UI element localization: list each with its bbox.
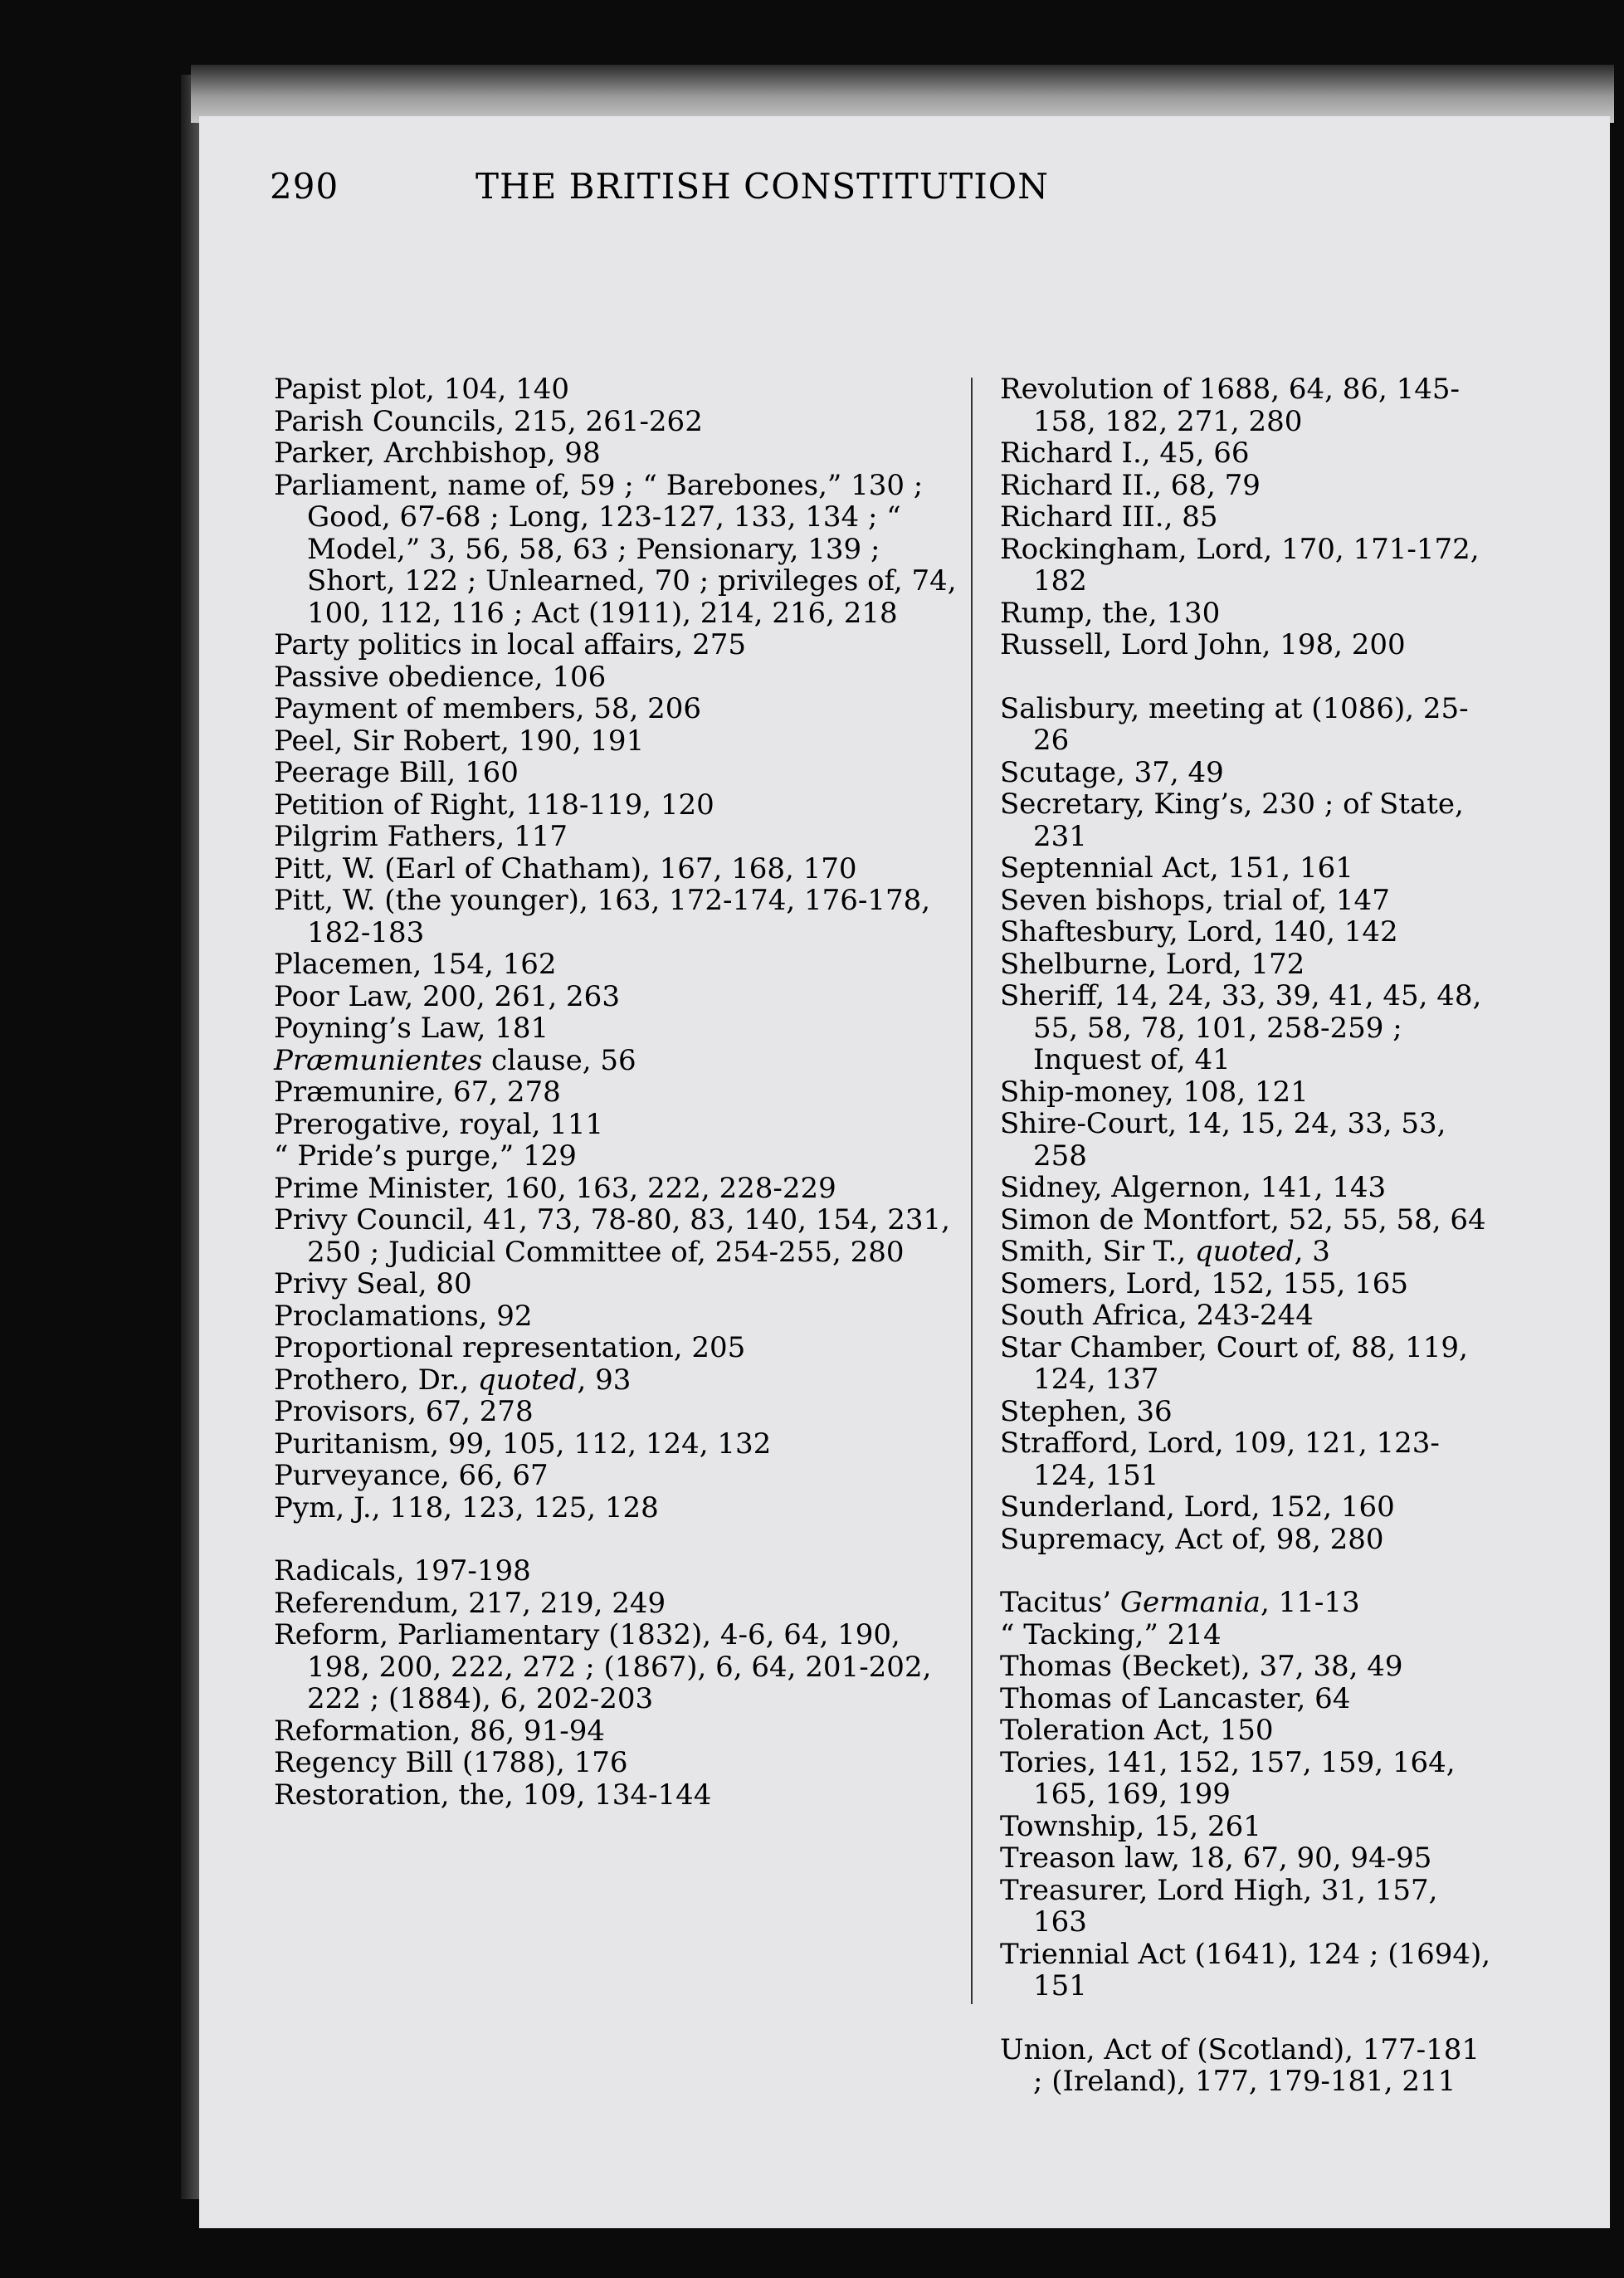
index-entry: Septennial Act, 151, 161	[1000, 851, 1353, 885]
index-entry: Township, 15, 261	[1000, 1809, 1261, 1843]
index-entry: Seven bishops, trial of, 147	[1000, 883, 1390, 917]
index-entry: Strafford, Lord, 109, 121, 123-124, 151	[1000, 1427, 1440, 1492]
index-entry: Tacitus’ Germania, 11-13	[1000, 1586, 1360, 1619]
index-entry: Peerage Bill, 160	[274, 756, 519, 789]
index-entry: “ Tacking,” 214	[1000, 1617, 1222, 1651]
index-entry: Tories, 141, 152, 157, 159, 164, 165, 169, 199	[1000, 1745, 1456, 1811]
index-column-left	[274, 373, 971, 1811]
index-entry: Ship-money, 108, 121	[1000, 1075, 1309, 1109]
index-entry: Sunderland, Lord, 152, 160	[1000, 1490, 1395, 1524]
index-entry: Shelburne, Lord, 172	[1000, 947, 1305, 981]
index-entry: Secretary, King’s, 230 ; of State, 231	[1000, 788, 1464, 853]
index-entry: Thomas (Becket), 37, 38, 49	[1000, 1650, 1403, 1683]
index-entry: Passive obedience, 106	[274, 660, 607, 694]
index-entry: Shaftesbury, Lord, 140, 142	[1000, 915, 1398, 949]
page-top-edge	[191, 65, 1614, 123]
running-title: THE BRITISH CONSTITUTION	[475, 166, 1049, 207]
index-entry: Peel, Sir Robert, 190, 191	[274, 724, 645, 758]
index-entry: Union, Act of (Scotland), 177-181 ; (Ireland), 177, 179-181, 211	[1000, 2032, 1480, 2098]
index-entry: Triennial Act (1641), 124 ; (1694), 151	[1000, 1937, 1491, 2002]
index-entry: Somers, Lord, 152, 155, 165	[1000, 1266, 1409, 1300]
letter-section-gap	[1000, 661, 1498, 693]
index-entry: Simon de Montfort, 52, 55, 58, 64	[1000, 1202, 1486, 1237]
index-entry: Privy Seal, 80	[274, 1267, 472, 1300]
index-entry: Restoration, the, 109, 134-144	[274, 1778, 712, 1812]
index-entry: Rump, the, 130	[1000, 596, 1221, 630]
index-entry: Toleration Act, 150	[1000, 1714, 1274, 1747]
index-entry: Pitt, W. (Earl of Chatham), 167, 168, 170	[274, 851, 857, 885]
index-entry: Parker, Archbishop, 98	[274, 437, 601, 470]
index-entry: Sidney, Algernon, 141, 143	[1000, 1171, 1387, 1204]
index-entry: Rockingham, Lord, 170, 171-172, 182	[1000, 532, 1480, 598]
index-entry: Party politics in local affairs, 275	[274, 628, 747, 661]
index-entry: Treason law, 18, 67, 90, 94-95	[1000, 1841, 1432, 1875]
index-entry: Smith, Sir T., quoted, 3	[1000, 1235, 1330, 1268]
index-entry: Privy Council, 41, 73, 78-80, 83, 140, 154, 231, 250 ; Judicial Committee of, 254-255, 280	[274, 1203, 950, 1269]
index-entry: Thomas of Lancaster, 64	[1000, 1681, 1351, 1715]
index-entry: Referendum, 217, 219, 249	[274, 1586, 666, 1620]
index-entry: South Africa, 243-244	[1000, 1299, 1314, 1332]
letter-section-gap	[274, 1524, 971, 1555]
index-entry: Scutage, 37, 49	[1000, 755, 1224, 789]
index-entry: Richard II., 68, 79	[1000, 468, 1261, 502]
index-entry: Pilgrim Fathers, 117	[274, 820, 568, 853]
index-column-right	[1000, 373, 1498, 2098]
index-entry: Payment of members, 58, 206	[274, 692, 701, 725]
index-entry: Præmunire, 67, 278	[274, 1076, 561, 1109]
index-entry: Proportional representation, 205	[274, 1331, 746, 1364]
index-entry: Placemen, 154, 162	[274, 948, 557, 981]
index-entry: Reformation, 86, 91-94	[274, 1714, 605, 1748]
index-entry: Salisbury, meeting at (1086), 25-26	[1000, 691, 1469, 757]
index-entry: Shire-Court, 14, 15, 24, 33, 53, 258	[1000, 1107, 1446, 1173]
index-entry: Papist plot, 104, 140	[274, 373, 569, 406]
column-divider	[971, 378, 973, 2004]
index-entry: Prerogative, royal, 111	[274, 1107, 604, 1141]
index-entry: Pitt, W. (the younger), 163, 172-174, 176-178, 182-183	[274, 884, 931, 949]
index-entry: Treasurer, Lord High, 31, 157, 163	[1000, 1873, 1438, 1939]
index-entry: Prothero, Dr., quoted, 93	[274, 1363, 632, 1397]
index-entry: Purveyance, 66, 67	[274, 1459, 549, 1492]
index-entry: Poor Law, 200, 261, 263	[274, 979, 620, 1013]
index-entry: Reform, Parliamentary (1832), 4-6, 64, 190, 198, 200, 222, 272 ; (1867), 6, 64, 201-202, 222 ; (1884), 6, 202-203	[274, 1618, 932, 1715]
index-entry: Richard III., 85	[1000, 500, 1218, 534]
letter-section-gap	[1000, 1555, 1498, 1587]
page-number: 290	[270, 166, 339, 207]
index-entry: Proclamations, 92	[274, 1299, 533, 1333]
index-entry: Prime Minister, 160, 163, 222, 228-229	[274, 1171, 836, 1205]
index-entry: Supremacy, Act of, 98, 280	[1000, 1522, 1384, 1556]
index-entry: Præmunientes clause, 56	[274, 1043, 636, 1077]
index-entry: Parliament, name of, 59 ; “ Barebones,” 130 ; Good, 67-68 ; Long, 123-127, 133, 134 ; “ Model,” 3, 56, 58, 63 ; Pensionary, 139 ; Short, 122 ; Unlearned, 70 ; privileges of, 74, 100, 112, 116 ; Act (1911), 214, 216, 218	[274, 468, 957, 630]
index-entry: Provisors, 67, 278	[274, 1395, 534, 1428]
index-entry: Parish Councils, 215, 261-262	[274, 404, 703, 438]
index-entry: Poyning’s Law, 181	[274, 1012, 549, 1045]
index-entry: Revolution of 1688, 64, 86, 145-158, 182, 271, 280	[1000, 373, 1461, 438]
index-entry: Petition of Right, 118-119, 120	[274, 788, 714, 822]
index-entry: Richard I., 45, 66	[1000, 437, 1250, 470]
index-entry: “ Pride’s purge,” 129	[274, 1139, 577, 1173]
index-entry: Pym, J., 118, 123, 125, 128	[274, 1490, 659, 1524]
index-entry: Regency Bill (1788), 176	[274, 1746, 628, 1779]
index-entry: Star Chamber, Court of, 88, 119, 124, 137	[1000, 1330, 1468, 1396]
letter-section-gap	[1000, 2002, 1498, 2034]
index-entry: Puritanism, 99, 105, 112, 124, 132	[274, 1427, 772, 1461]
index-entry: Stephen, 36	[1000, 1394, 1173, 1428]
index-entry: Sheriff, 14, 24, 33, 39, 41, 45, 48, 55, 58, 78, 101, 258-259 ; Inquest of, 41	[1000, 979, 1482, 1076]
index-entry: Radicals, 197-198	[274, 1554, 531, 1588]
index-entry: Russell, Lord John, 198, 200	[1000, 628, 1406, 661]
